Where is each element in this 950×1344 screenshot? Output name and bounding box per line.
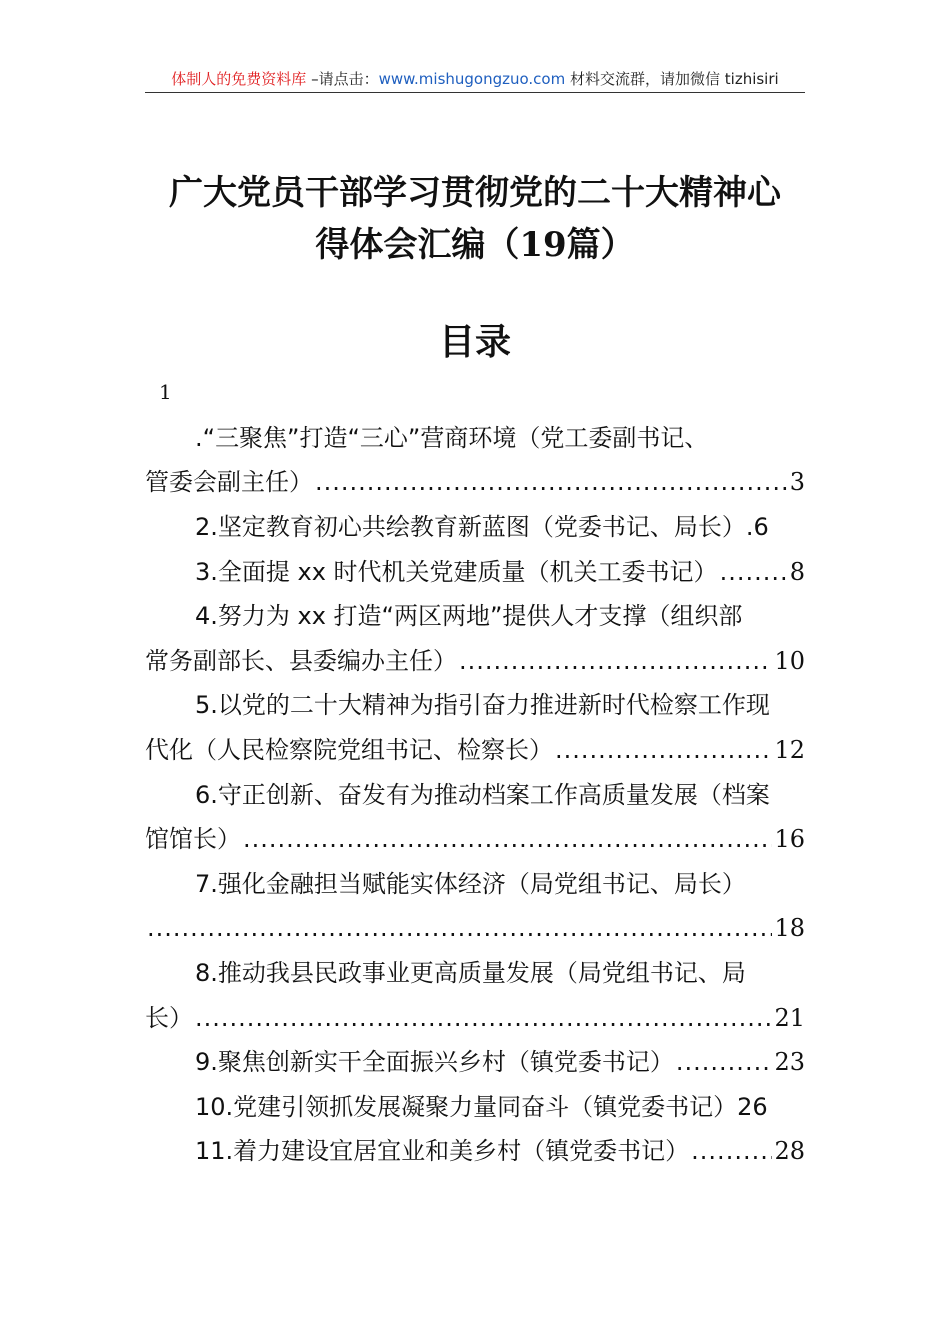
toc-entry-8-text: 长）: [145, 1004, 193, 1032]
header-contact: 材料交流群，请加微信 tizhisiri: [565, 70, 779, 88]
toc-entry-9-text: 9.聚焦创新实干全面振兴乡村（镇党委书记）: [195, 1048, 674, 1076]
toc-entry-8-line-1[interactable]: 8.推动我县民政事业更高质量发展（局党组书记、局: [195, 959, 746, 987]
toc-leader-dots: [195, 998, 772, 1038]
toc-leader-dots: [691, 1131, 772, 1171]
document-title-line-2: 得体会汇编（19篇）: [315, 225, 635, 265]
toc-entry-1-line-1[interactable]: .“三聚焦”打造“三心”营商环境（党工委副书记、: [195, 424, 709, 452]
toc-entry-11-text: 11.着力建设宜居宜业和美乡村（镇党委书记）: [195, 1137, 690, 1165]
toc-leader-dots: [315, 462, 788, 502]
toc-leader-dots: [243, 819, 772, 859]
header-brand: 体制人的免费资料库: [171, 70, 307, 88]
toc-heading: 目录: [438, 321, 511, 363]
toc-entry-8-page: 21: [774, 1004, 805, 1032]
toc-leader-dots: [555, 730, 772, 770]
toc-entry-7-page: 18: [774, 914, 805, 942]
toc-entry-4-page: 10: [774, 647, 805, 675]
toc-entry-5-line-2[interactable]: [145, 730, 805, 770]
toc-entry-8-line-2[interactable]: [145, 998, 805, 1038]
toc-entry-2[interactable]: 2.坚定教育初心共绘教育新蓝图（党委书记、局长）.6: [195, 513, 769, 541]
toc-entry-5-text: 代化（人民检察院党组书记、检察长）: [145, 736, 553, 764]
toc-entry-4-line-2[interactable]: [145, 641, 805, 681]
toc-entry-5-page: 12: [774, 736, 805, 764]
toc-entry-7-line-2[interactable]: [145, 908, 805, 948]
toc-leader-dots: [459, 641, 772, 681]
toc-entry-7-line-1[interactable]: 7.强化金融担当赋能实体经济（局党组书记、局长）: [195, 870, 746, 898]
toc-entry-1-line-2[interactable]: [145, 462, 805, 502]
toc-entry-9-page: 23: [774, 1048, 805, 1076]
toc-entry-3-page: 8: [789, 558, 805, 586]
toc-entry-6-line-2[interactable]: [145, 819, 805, 859]
toc-entry-9[interactable]: [195, 1042, 805, 1082]
header-prompt: –请点击：: [306, 70, 379, 88]
toc-entry-5-line-1[interactable]: 5.以党的二十大精神为指引奋力推进新时代检察工作现: [195, 691, 770, 719]
toc-entry-6-line-1[interactable]: 6.守正创新、奋发有为推动档案工作高质量发展（档案: [195, 781, 770, 809]
toc-leader-dots: [720, 552, 788, 592]
document-title-line-1: 广大党员干部学习贯彻党的二十大精神心: [169, 173, 781, 213]
toc-entry-3[interactable]: [195, 552, 805, 592]
toc-entry-1-text: 管委会副主任）: [145, 468, 313, 496]
toc-entry-6-text: 馆馆长）: [145, 825, 241, 853]
toc-entry-4-line-1[interactable]: 4.努力为 xx 打造“两区两地”提供人才支撑（组织部: [195, 602, 743, 630]
toc-entry-11[interactable]: [195, 1131, 805, 1171]
header-link[interactable]: www.mishugongzuo.com: [378, 70, 566, 88]
toc-entry-1-page: 3: [789, 468, 805, 496]
toc-entry-4-text: 常务副部长、县委编办主任）: [145, 647, 457, 675]
toc-entry-10[interactable]: 10.党建引领抓发展凝聚力量同奋斗（镇党委书记）26: [195, 1093, 768, 1121]
toc-leader-dots: [676, 1042, 773, 1082]
page-header: [145, 66, 805, 93]
toc-first-number: 1: [159, 380, 172, 404]
toc-entry-11-page: 28: [774, 1137, 805, 1165]
toc-leader-dots: [147, 908, 772, 948]
toc-entry-3-text: 3.全面提 xx 时代机关党建质量（机关工委书记）: [195, 558, 718, 586]
toc-entry-6-page: 16: [774, 825, 805, 853]
